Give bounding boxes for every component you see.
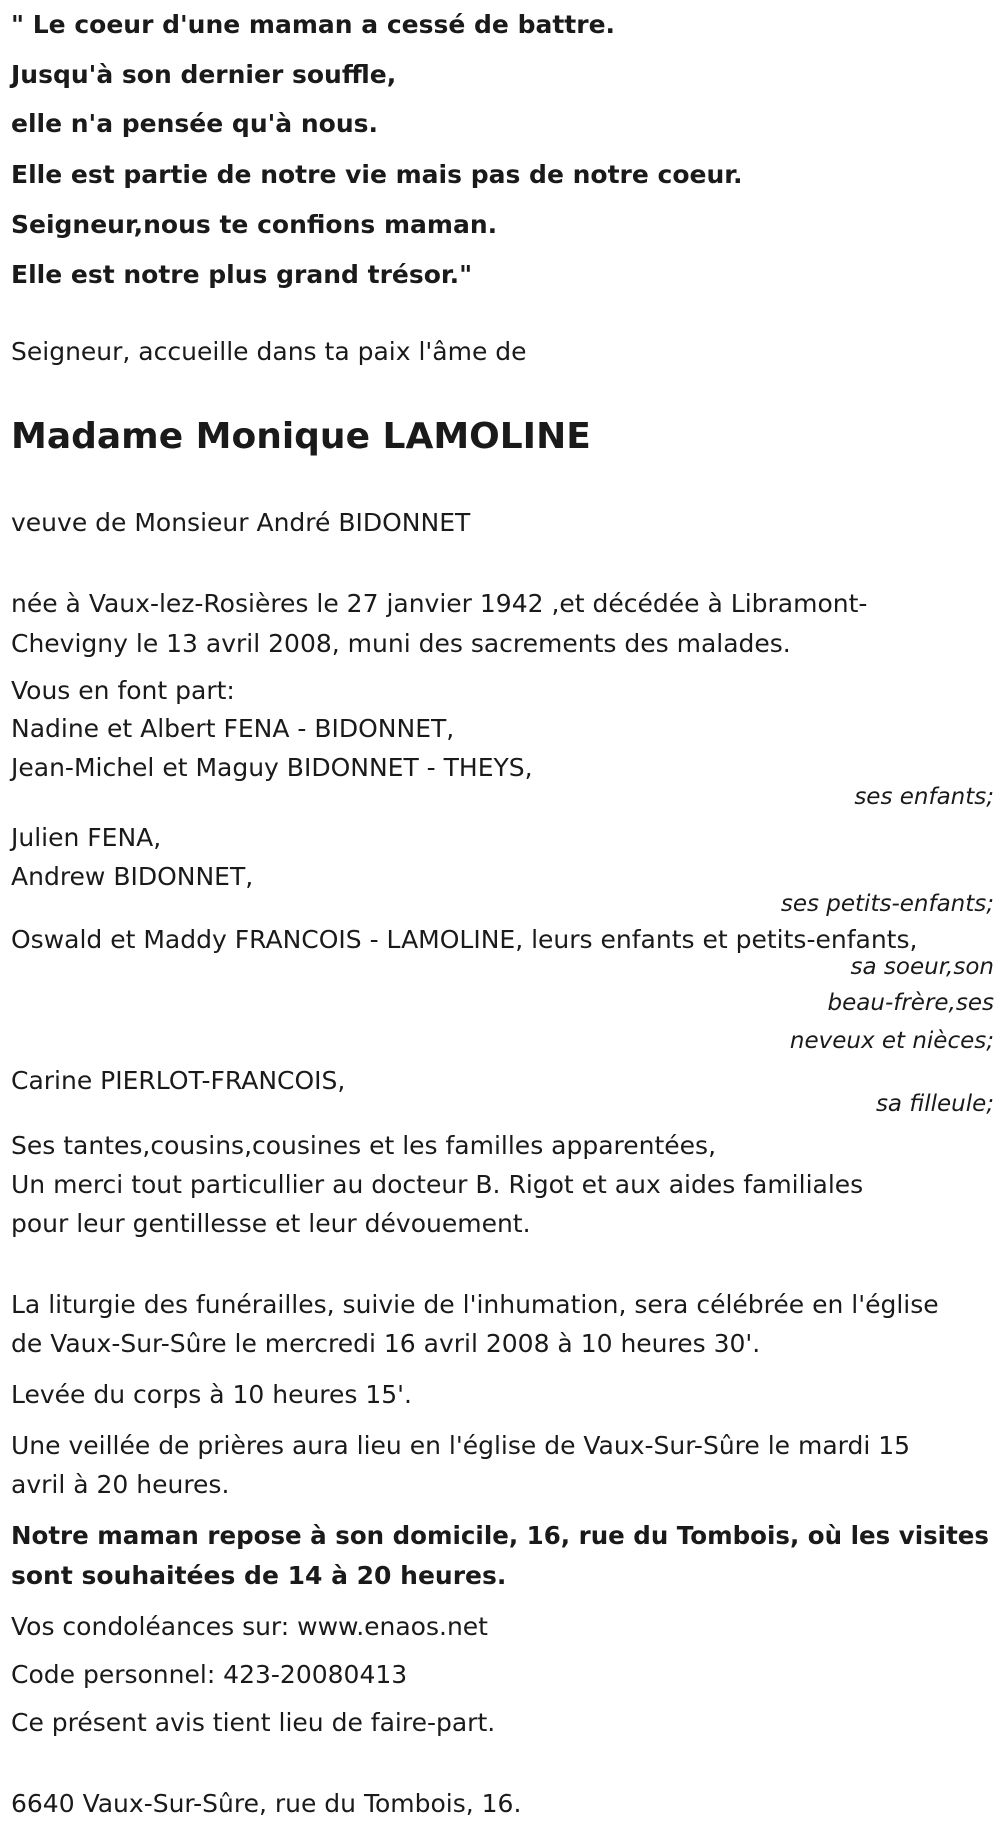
liturgy-line: La liturgie des funérailles, suivie de l'inhumation, sera célébrée en l'église [11, 1290, 939, 1319]
rest-line: sont souhaitées de 14 à 20 heures. [11, 1561, 507, 1590]
rest-line: Notre maman repose à son domicile, 16, rue du Tombois, où les visites [11, 1521, 989, 1550]
goddaughter-name: Carine PIERLOT-FRANCOIS, [11, 1066, 346, 1095]
sister-role: neveux et nièces; [789, 1028, 994, 1054]
poem-line: " Le coeur d'une maman a cessé de battre. [11, 10, 616, 39]
family-line: Ses tantes,cousins,cousines et les familles apparentées, [11, 1131, 717, 1160]
grandchild-name: Julien FENA, [11, 823, 162, 852]
sister-line: Oswald et Maddy FRANCOIS - LAMOLINE, leurs enfants et petits-enfants, [11, 925, 918, 954]
child-name: Nadine et Albert FENA - BIDONNET, [11, 714, 455, 743]
grandchildren-role: ses petits-enfants; [780, 891, 994, 917]
family-line: pour leur gentillesse et leur dévouement. [11, 1209, 531, 1238]
levee-line: Levée du corps à 10 heures 15'. [11, 1380, 413, 1409]
child-name: Jean-Michel et Maguy BIDONNET - THEYS, [11, 753, 533, 782]
birth-death-line: née à Vaux-lez-Rosières le 27 janvier 1942 ,et décédée à Libramont- [11, 589, 868, 618]
birth-death-line: Chevigny le 13 avril 2008, muni des sacrements des malades. [11, 629, 791, 658]
code-line: Code personnel: 423-20080413 [11, 1660, 408, 1689]
vigil-line: Une veillée de prières aura lieu en l'église de Vaux-Sur-Sûre le mardi 15 [11, 1431, 911, 1460]
poem-line: Jusqu'à son dernier souffle, [11, 60, 397, 89]
poem-line: elle n'a pensée qu'à nous. [11, 109, 378, 138]
notice-line: Ce présent avis tient lieu de faire-part. [11, 1708, 496, 1737]
grandchild-name: Andrew BIDONNET, [11, 862, 254, 891]
address-line: 6640 Vaux-Sur-Sûre, rue du Tombois, 16. [11, 1789, 522, 1818]
intro-text: Seigneur, accueille dans ta paix l'âme de [11, 337, 527, 366]
children-role: ses enfants; [854, 784, 994, 810]
condolences-line: Vos condoléances sur: www.enaos.net [11, 1612, 488, 1641]
deceased-name: Madame Monique LAMOLINE [11, 416, 591, 457]
family-line: Un merci tout particullier au docteur B. Rigot et aux aides familiales [11, 1170, 864, 1199]
liturgy-line: de Vaux-Sur-Sûre le mercredi 16 avril 2008 à 10 heures 30'. [11, 1329, 761, 1358]
poem-line: Elle est notre plus grand trésor." [11, 260, 473, 289]
widow-line: veuve de Monsieur André BIDONNET [11, 508, 471, 537]
vigil-line: avril à 20 heures. [11, 1470, 230, 1499]
sister-role: sa soeur,son [850, 954, 994, 980]
announce-line: Vous en font part: [11, 676, 235, 705]
sister-role: beau-frère,ses [827, 990, 994, 1016]
goddaughter-role: sa filleule; [875, 1091, 994, 1117]
poem-line: Seigneur,nous te confions maman. [11, 210, 498, 239]
poem-line: Elle est partie de notre vie mais pas de notre coeur. [11, 160, 743, 189]
